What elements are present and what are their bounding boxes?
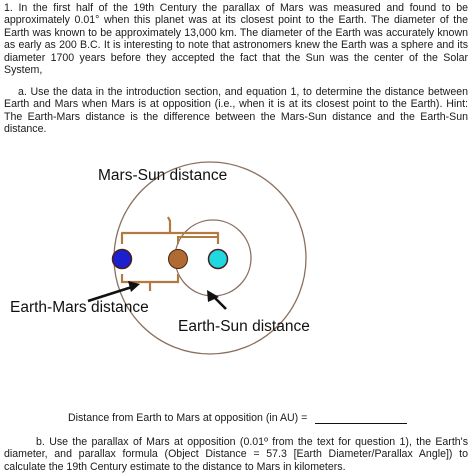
question-1-text: 1. In the first half of the 19th Century the parallax of Mars was measured and found to be approximately 0.01° when this planet was at its closest point to the Earth. The diameter of the Earth was known to be approximately 13,000 km. The diameter of the Earth was accurately known as early as 200 B.C. It is interesting to note that astronomers knew the Earth was a sphere and its diameter 1700 years before they accepted the fact that the Sun was the center of the Solar System, bbox=[4, 2, 468, 77]
sun-star bbox=[209, 250, 228, 269]
part-a-text: a. Use the data in the introduction section, and equation 1, to determine the distance between Earth and Mars when Mars is at opposition (i.e., when it is at its closest point to the Earth). Hint: The Earth-Mars distance is the difference between the Mars-Sun distance and the Earth-Sun distance. bbox=[4, 86, 468, 136]
mars-sun-distance-label: Mars-Sun distance bbox=[98, 167, 228, 184]
answer-blank-line[interactable] bbox=[315, 413, 407, 424]
earth-sun-distance-label: Earth-Sun distance bbox=[178, 318, 310, 335]
earth-sun-bracket bbox=[178, 237, 218, 244]
answer-label: Distance from Earth to Mars at opposition (in AU) = bbox=[68, 412, 308, 424]
part-b-text: b. Use the parallax of Mars at opposition (0.01º from the text for question 1), the Earth's diameter, and parallax formula (Object Distance = 57.3 [Earth Diameter/Parallax Angle]) to calculate the 19th Century estimate to the distance to Mars in kilometers. bbox=[4, 436, 468, 473]
earth-mars-distance-label: Earth-Mars distance bbox=[10, 299, 149, 316]
mars-planet bbox=[113, 250, 132, 269]
earth-planet bbox=[169, 250, 188, 269]
answer-row bbox=[68, 412, 407, 424]
